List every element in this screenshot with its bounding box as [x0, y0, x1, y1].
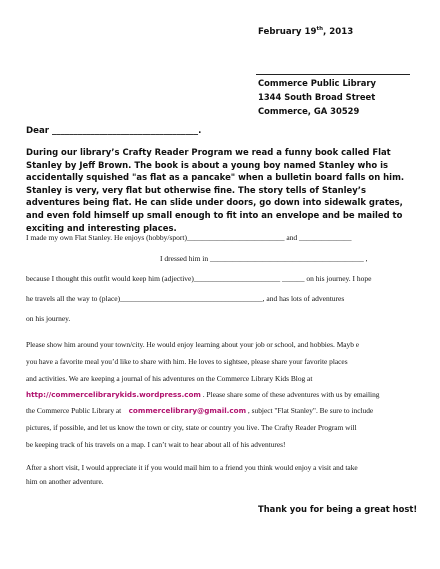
form-line-4: he travels all the way to (place)______________________________________, and has lots of adventures: [26, 294, 345, 303]
letter-date: February 19th, 2013: [258, 26, 354, 37]
email-link[interactable]: commercelibrary@gmail.com: [128, 406, 247, 415]
closing-line-2: be keeping track of his travels on a map. I can’t wait to hear about all of his adventures!: [26, 440, 286, 449]
address-line-1: Commerce Public Library: [258, 78, 377, 88]
blog-url-link[interactable]: http://commercelibrarykids.wordpress.com: [26, 390, 201, 399]
address-line-2: 1344 South Broad Street: [258, 92, 376, 102]
form-line-2: I dressed him in _________________________________________ ,: [160, 254, 368, 263]
blog-line: http://commercelibrarykids.wordpress.com . Please share some of these adventures with us by emailing: [26, 390, 380, 399]
salutation: Dear __________________________________.: [26, 126, 202, 136]
address-line-3: Commerce, GA 30529: [258, 106, 360, 116]
form-line-1: I made my own Flat Stanley. He enjoys (hobby/sport)__________________________ and ______________: [26, 233, 352, 242]
book-title: Flat Stanley: [26, 147, 391, 170]
request-line-2: you have a favorite meal you’d like to share with him. He loves to sightsee, please share your favorite places: [26, 357, 348, 366]
signoff: Thank you for being a great host!: [258, 504, 418, 514]
closing-line-1: pictures, if possible, and let us know the town or city, state or country you live. The Crafty Reader Program will: [26, 423, 357, 432]
address-divider: [256, 74, 410, 75]
after-line-1: After a short visit, I would appreciate it if you would mail him to a friend you think would enjoy a visit and take: [26, 463, 358, 472]
email-line: the Commerce Public Library at commercelibrary@gmail.com , subject "Flat Stanley". Be sure to include: [26, 406, 374, 415]
intro-paragraph: During our library’s Crafty Reader Program we read a funny book called Flat Stanley by Jeff Brown. The book is about a young boy named Stanley who is accidentally squished "as flat as a pancake" when a bulletin board falls on him. Stanley is very, very flat but otherwise fine. The story tells of Stanley’s adventures being flat. He can slide under doors, go down into sidewalk grates, and even fold himself up small enough to fit into an envelope and be mailed to exciting and interesting places.: [26, 147, 405, 233]
after-line-2: him on another adventure.: [26, 477, 104, 486]
request-line-3: and activities. We are keeping a journal of his adventures on the Commerce Library Kids Blog at: [26, 374, 313, 383]
form-line-5: on his journey.: [26, 314, 71, 323]
form-line-3: because I thought this outfit would keep him (adjective)_______________________ ______ on his journey. I hope: [26, 274, 372, 283]
request-line-1: Please show him around your town/city. He would enjoy learning about your job or school, and hobbies. Mayb e: [26, 340, 360, 349]
